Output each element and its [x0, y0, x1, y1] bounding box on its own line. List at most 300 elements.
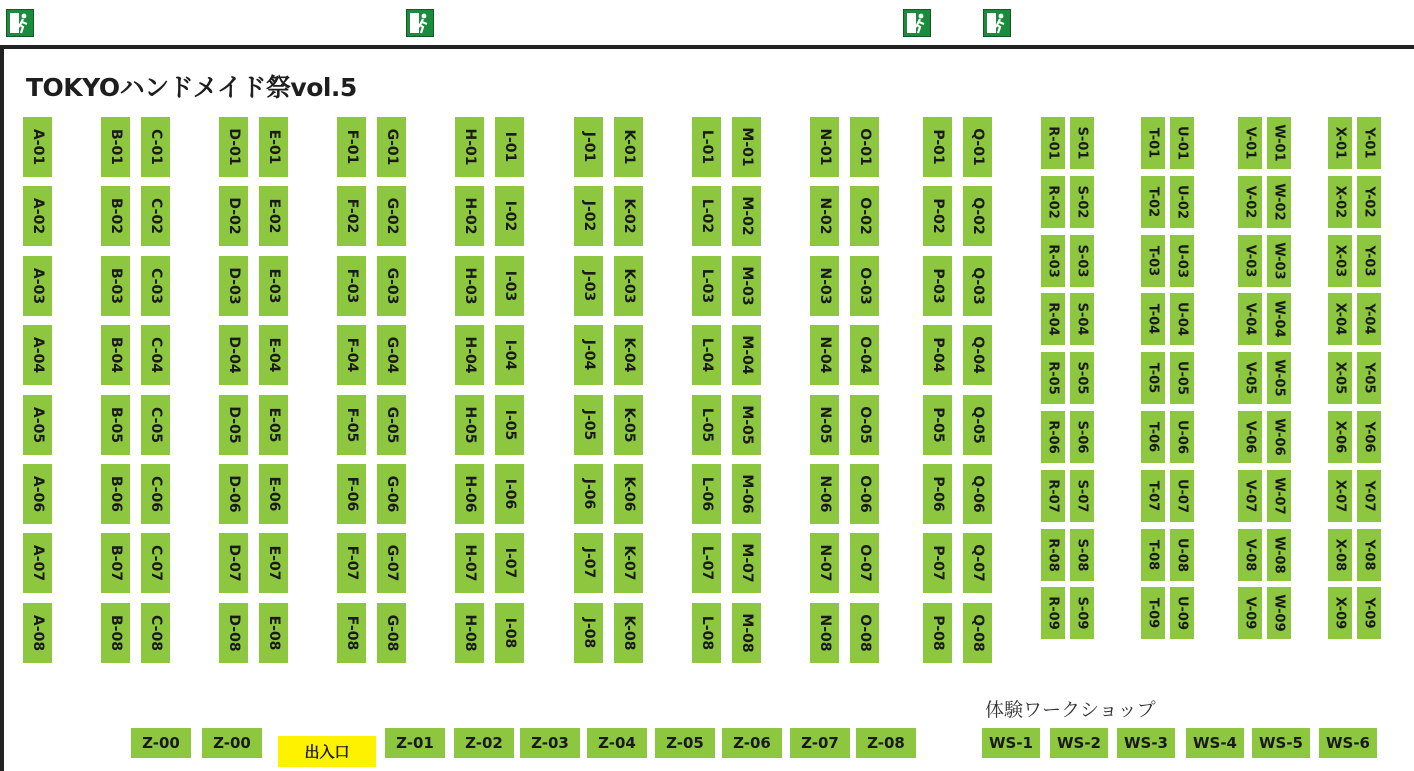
booth-label: J-08	[580, 617, 597, 649]
booth-y-01[interactable]	[1357, 117, 1381, 169]
booth-d-01[interactable]	[219, 117, 248, 177]
booth-q-07[interactable]	[963, 533, 992, 593]
booth-j-01[interactable]	[574, 117, 603, 177]
booth-r-05[interactable]	[1041, 352, 1065, 404]
booth-z-07[interactable]: Z-07	[790, 728, 850, 758]
booth-u-03[interactable]	[1170, 235, 1194, 287]
booth-label: L-07	[698, 546, 715, 581]
booth-v-05[interactable]	[1238, 352, 1262, 404]
booth-label: R-02	[1045, 185, 1061, 219]
booth-e-06[interactable]	[259, 464, 288, 524]
booth-label: J-03	[580, 270, 597, 302]
booth-label: L-01	[698, 129, 715, 165]
booth-m-04[interactable]	[732, 325, 761, 385]
booth-label: M-01	[738, 127, 755, 167]
booth-label: A-02	[29, 198, 46, 235]
booth-p-04[interactable]	[923, 325, 952, 385]
booth-c-06[interactable]	[141, 464, 170, 524]
booth-c-05[interactable]	[141, 395, 170, 455]
booth-p-07[interactable]	[923, 533, 952, 593]
booth-a-06[interactable]	[23, 464, 52, 524]
booth-label: T-06	[1145, 421, 1161, 453]
booth-label: I-04	[501, 339, 518, 371]
booth-a-04[interactable]	[23, 325, 52, 385]
booth-m-03[interactable]	[732, 256, 761, 316]
booth-label: F-08	[343, 615, 360, 651]
booth-o-07[interactable]	[850, 533, 879, 593]
booth-label: T-07	[1145, 480, 1161, 512]
booth-label: B-03	[107, 267, 124, 304]
booth-h-08[interactable]	[455, 603, 484, 663]
booth-x-03[interactable]	[1328, 235, 1352, 287]
booth-v-02[interactable]	[1238, 176, 1262, 228]
booth-t-08[interactable]	[1141, 529, 1165, 581]
booth-k-07[interactable]	[614, 533, 643, 593]
booth-j-04[interactable]	[574, 325, 603, 385]
booth-h-06[interactable]	[455, 464, 484, 524]
booth-m-01[interactable]	[732, 117, 761, 177]
booth-v-03[interactable]	[1238, 235, 1262, 287]
booth-r-06[interactable]	[1041, 411, 1065, 463]
booth-w-06[interactable]	[1267, 411, 1291, 463]
booth-f-01[interactable]	[337, 117, 366, 177]
booth-p-08[interactable]	[923, 603, 952, 663]
booth-q-03[interactable]	[963, 256, 992, 316]
booth-label: S-03	[1074, 244, 1090, 278]
booth-label: W-09	[1271, 594, 1287, 633]
booth-label: R-09	[1045, 596, 1061, 631]
booth-label: Y-07	[1361, 480, 1377, 512]
booth-r-09[interactable]	[1041, 587, 1065, 639]
booth-label: Y-01	[1361, 127, 1377, 159]
booth-e-07[interactable]	[259, 533, 288, 593]
booth-q-08[interactable]	[963, 603, 992, 663]
booth-h-05[interactable]	[455, 395, 484, 455]
booth-label: K-06	[620, 476, 637, 512]
booth-label: U-01	[1174, 125, 1190, 161]
booth-t-09[interactable]	[1141, 587, 1165, 639]
booth-i-03[interactable]	[495, 256, 524, 316]
booth-t-04[interactable]	[1141, 293, 1165, 345]
booth-o-08[interactable]	[850, 603, 879, 663]
booth-w-01[interactable]	[1267, 117, 1291, 169]
left-wall	[0, 45, 4, 771]
booth-label: C-03	[147, 267, 164, 304]
booth-x-02[interactable]	[1328, 176, 1352, 228]
booth-z-05[interactable]: Z-05	[655, 728, 715, 758]
booth-v-09[interactable]	[1238, 587, 1262, 639]
booth-r-04[interactable]	[1041, 293, 1065, 345]
booth-y-09[interactable]	[1357, 587, 1381, 639]
booth-k-05[interactable]	[614, 395, 643, 455]
booth-h-07[interactable]	[455, 533, 484, 593]
booth-d-04[interactable]	[219, 325, 248, 385]
booth-r-01[interactable]	[1041, 117, 1065, 169]
booth-s-09[interactable]	[1070, 587, 1094, 639]
booth-j-03[interactable]	[574, 256, 603, 316]
booth-label: T-04	[1145, 304, 1161, 335]
booth-n-07[interactable]	[810, 533, 839, 593]
booth-d-03[interactable]	[219, 256, 248, 316]
booth-label: M-07	[738, 543, 755, 584]
booth-g-08[interactable]	[377, 603, 406, 663]
booth-t-05[interactable]	[1141, 352, 1165, 404]
booth-h-01[interactable]	[455, 117, 484, 177]
booth-q-06[interactable]	[963, 464, 992, 524]
booth-h-04[interactable]	[455, 325, 484, 385]
booth-n-06[interactable]	[810, 464, 839, 524]
booth-label: H-01	[461, 128, 478, 166]
booth-s-04[interactable]	[1070, 293, 1094, 345]
booth-i-01[interactable]	[495, 117, 524, 177]
booth-m-08[interactable]	[732, 603, 761, 663]
booth-v-07[interactable]	[1238, 470, 1262, 522]
booth-q-02[interactable]	[963, 186, 992, 246]
booth-n-04[interactable]	[810, 325, 839, 385]
booth-o-04[interactable]	[850, 325, 879, 385]
booth-d-08[interactable]	[219, 603, 248, 663]
booth-label: E-06	[265, 476, 282, 512]
booth-w-07[interactable]	[1267, 470, 1291, 522]
booth-i-05[interactable]	[495, 395, 524, 455]
booth-x-09[interactable]	[1328, 587, 1352, 639]
booth-label: U-04	[1174, 302, 1190, 337]
booth-b-08[interactable]	[101, 603, 130, 663]
booth-v-06[interactable]	[1238, 411, 1262, 463]
booth-l-07[interactable]	[692, 533, 721, 593]
booth-e-05[interactable]	[259, 395, 288, 455]
booth-y-02[interactable]	[1357, 176, 1381, 228]
booth-label: O-03	[856, 267, 873, 305]
booth-d-02[interactable]	[219, 186, 248, 246]
booth-l-05[interactable]	[692, 395, 721, 455]
booth-e-03[interactable]	[259, 256, 288, 316]
booth-y-08[interactable]	[1357, 529, 1381, 581]
booth-j-05[interactable]	[574, 395, 603, 455]
booth-label: S-05	[1074, 361, 1090, 395]
booth-label: D-07	[225, 544, 242, 582]
booth-label: O-06	[856, 475, 873, 513]
booth-p-05[interactable]	[923, 395, 952, 455]
booth-q-04[interactable]	[963, 325, 992, 385]
booth-c-03[interactable]	[141, 256, 170, 316]
booth-c-02[interactable]	[141, 186, 170, 246]
booth-label: R-01	[1045, 126, 1061, 160]
booth-n-05[interactable]	[810, 395, 839, 455]
booth-label: N-03	[816, 267, 833, 305]
booth-label: E-08	[265, 615, 282, 651]
booth-c-08[interactable]	[141, 603, 170, 663]
booth-a-02[interactable]	[23, 186, 52, 246]
booth-label: T-01	[1145, 127, 1161, 159]
booth-label: X-09	[1332, 597, 1348, 630]
booth-x-07[interactable]	[1328, 470, 1352, 522]
booth-u-01[interactable]	[1170, 117, 1194, 169]
booth-y-06[interactable]	[1357, 411, 1381, 463]
booth-x-05[interactable]	[1328, 352, 1352, 404]
booth-h-02[interactable]	[455, 186, 484, 246]
booth-v-01[interactable]	[1238, 117, 1262, 169]
booth-f-08[interactable]	[337, 603, 366, 663]
booth-label: T-09	[1145, 598, 1161, 629]
booth-s-03[interactable]	[1070, 235, 1094, 287]
booth-y-07[interactable]	[1357, 470, 1381, 522]
booth-g-02[interactable]	[377, 186, 406, 246]
booth-m-05[interactable]	[732, 395, 761, 455]
booth-p-01[interactable]	[923, 117, 952, 177]
booth-z-04[interactable]: Z-04	[587, 728, 647, 758]
booth-n-01[interactable]	[810, 117, 839, 177]
booth-b-04[interactable]	[101, 325, 130, 385]
booth-g-05[interactable]	[377, 395, 406, 455]
booth-a-03[interactable]	[23, 256, 52, 316]
booth-label: E-07	[265, 545, 282, 581]
booth-g-04[interactable]	[377, 325, 406, 385]
booth-k-06[interactable]	[614, 464, 643, 524]
booth-l-02[interactable]	[692, 186, 721, 246]
booth-label: S-09	[1074, 596, 1090, 630]
booth-z-08[interactable]: Z-08	[856, 728, 916, 758]
booth-a-07[interactable]	[23, 533, 52, 593]
booth-label: X-02	[1332, 185, 1348, 219]
booth-w-08[interactable]	[1267, 529, 1291, 581]
booth-o-06[interactable]	[850, 464, 879, 524]
booth-y-04[interactable]	[1357, 293, 1381, 345]
workshop-booth-5[interactable]: WS-5	[1252, 728, 1310, 758]
booth-label: K-08	[620, 615, 637, 651]
booth-g-07[interactable]	[377, 533, 406, 593]
booth-label: S-06	[1074, 420, 1090, 454]
booth-z-03[interactable]: Z-03	[520, 728, 580, 758]
booth-k-08[interactable]	[614, 603, 643, 663]
booth-label: V-04	[1242, 303, 1258, 336]
booth-label: V-01	[1242, 126, 1258, 160]
booth-t-06[interactable]	[1141, 411, 1165, 463]
workshop-label: 体験ワークショップ	[985, 699, 1156, 721]
booth-label: C-04	[147, 337, 164, 374]
booth-a-08[interactable]	[23, 603, 52, 663]
booth-w-04[interactable]	[1267, 293, 1291, 345]
booth-o-05[interactable]	[850, 395, 879, 455]
booth-w-05[interactable]	[1267, 352, 1291, 404]
booth-f-05[interactable]	[337, 395, 366, 455]
booth-label: Y-03	[1361, 245, 1377, 277]
booth-m-07[interactable]	[732, 533, 761, 593]
booth-f-03[interactable]	[337, 256, 366, 316]
booth-f-02[interactable]	[337, 186, 366, 246]
booth-label: G-05	[383, 406, 400, 443]
booth-l-04[interactable]	[692, 325, 721, 385]
booth-w-02[interactable]	[1267, 176, 1291, 228]
booth-z-00[interactable]: Z-00	[131, 728, 191, 758]
booth-x-06[interactable]	[1328, 411, 1352, 463]
booth-s-02[interactable]	[1070, 176, 1094, 228]
booth-label: D-03	[225, 267, 242, 305]
booth-d-07[interactable]	[219, 533, 248, 593]
entrance-label: 出入口	[278, 736, 376, 767]
booth-s-07[interactable]	[1070, 470, 1094, 522]
booth-label: C-02	[147, 198, 164, 235]
booth-label: H-05	[461, 406, 478, 444]
booth-p-06[interactable]	[923, 464, 952, 524]
booth-a-01[interactable]	[23, 117, 52, 177]
booth-c-07[interactable]	[141, 533, 170, 593]
booth-d-06[interactable]	[219, 464, 248, 524]
booth-i-08[interactable]	[495, 603, 524, 663]
booth-label: D-01	[225, 128, 242, 166]
booth-label: B-04	[107, 337, 124, 374]
booth-u-05[interactable]	[1170, 352, 1194, 404]
booth-s-01[interactable]	[1070, 117, 1094, 169]
booth-u-08[interactable]	[1170, 529, 1194, 581]
booth-label: P-01	[929, 129, 946, 165]
booth-m-02[interactable]	[732, 186, 761, 246]
booth-e-04[interactable]	[259, 325, 288, 385]
booth-u-06[interactable]	[1170, 411, 1194, 463]
booth-g-06[interactable]	[377, 464, 406, 524]
booth-i-07[interactable]	[495, 533, 524, 593]
booth-z-06[interactable]: Z-06	[722, 728, 782, 758]
booth-label: E-04	[265, 337, 282, 373]
booth-e-08[interactable]	[259, 603, 288, 663]
booth-j-06[interactable]	[574, 464, 603, 524]
booth-s-05[interactable]	[1070, 352, 1094, 404]
booth-b-01[interactable]	[101, 117, 130, 177]
booth-u-07[interactable]	[1170, 470, 1194, 522]
booth-v-04[interactable]	[1238, 293, 1262, 345]
booth-t-03[interactable]	[1141, 235, 1165, 287]
booth-p-02[interactable]	[923, 186, 952, 246]
booth-label: R-05	[1045, 361, 1061, 395]
booth-x-08[interactable]	[1328, 529, 1352, 581]
booth-z-02[interactable]: Z-02	[454, 728, 514, 758]
booth-x-04[interactable]	[1328, 293, 1352, 345]
workshop-booth-2[interactable]: WS-2	[1050, 728, 1108, 758]
booth-q-01[interactable]	[963, 117, 992, 177]
booth-c-01[interactable]	[141, 117, 170, 177]
booth-x-01[interactable]	[1328, 117, 1352, 169]
booth-label: I-03	[501, 270, 518, 302]
booth-label: Q-05	[969, 405, 986, 444]
booth-b-02[interactable]	[101, 186, 130, 246]
booth-t-01[interactable]	[1141, 117, 1165, 169]
workshop-booth-1[interactable]: WS-1	[982, 728, 1040, 758]
workshop-booth-4[interactable]: WS-4	[1186, 728, 1244, 758]
booth-c-04[interactable]	[141, 325, 170, 385]
booth-s-06[interactable]	[1070, 411, 1094, 463]
booth-label: S-04	[1074, 302, 1090, 336]
booth-n-08[interactable]	[810, 603, 839, 663]
booth-k-03[interactable]	[614, 256, 643, 316]
booth-l-08[interactable]	[692, 603, 721, 663]
booth-n-03[interactable]	[810, 256, 839, 316]
booth-g-03[interactable]	[377, 256, 406, 316]
booth-label: K-07	[620, 545, 637, 581]
booth-a-05[interactable]	[23, 395, 52, 455]
booth-w-03[interactable]	[1267, 235, 1291, 287]
booth-e-01[interactable]	[259, 117, 288, 177]
booth-n-02[interactable]	[810, 186, 839, 246]
booth-label: Q-02	[969, 197, 986, 236]
booth-u-04[interactable]	[1170, 293, 1194, 345]
booth-t-02[interactable]	[1141, 176, 1165, 228]
booth-i-04[interactable]	[495, 325, 524, 385]
booth-f-06[interactable]	[337, 464, 366, 524]
booth-l-03[interactable]	[692, 256, 721, 316]
booth-label: D-08	[225, 614, 242, 652]
booth-label: J-02	[580, 201, 597, 232]
booth-s-08[interactable]	[1070, 529, 1094, 581]
booth-t-07[interactable]	[1141, 470, 1165, 522]
booth-j-02[interactable]	[574, 186, 603, 246]
booth-r-08[interactable]	[1041, 529, 1065, 581]
booth-m-06[interactable]	[732, 464, 761, 524]
booth-y-03[interactable]	[1357, 235, 1381, 287]
booth-z-01[interactable]: Z-01	[385, 728, 445, 758]
booth-p-03[interactable]	[923, 256, 952, 316]
booth-k-04[interactable]	[614, 325, 643, 385]
booth-f-04[interactable]	[337, 325, 366, 385]
booth-k-02[interactable]	[614, 186, 643, 246]
booth-y-05[interactable]	[1357, 352, 1381, 404]
booth-o-01[interactable]	[850, 117, 879, 177]
booth-label: Q-03	[969, 267, 986, 305]
booth-e-02[interactable]	[259, 186, 288, 246]
booth-h-03[interactable]	[455, 256, 484, 316]
booth-b-05[interactable]	[101, 395, 130, 455]
workshop-booth-3[interactable]: WS-3	[1117, 728, 1175, 758]
booth-label: F-05	[343, 407, 360, 442]
booth-label: L-06	[698, 476, 715, 512]
booth-o-03[interactable]	[850, 256, 879, 316]
booth-label: L-04	[698, 338, 715, 373]
booth-l-01[interactable]	[692, 117, 721, 177]
booth-b-03[interactable]	[101, 256, 130, 316]
booth-i-06[interactable]	[495, 464, 524, 524]
booth-j-08[interactable]	[574, 603, 603, 663]
booth-v-08[interactable]	[1238, 529, 1262, 581]
booth-f-07[interactable]	[337, 533, 366, 593]
booth-w-09[interactable]	[1267, 587, 1291, 639]
booth-j-07[interactable]	[574, 533, 603, 593]
booth-l-06[interactable]	[692, 464, 721, 524]
booth-label: B-08	[107, 614, 124, 651]
booth-u-09[interactable]	[1170, 587, 1194, 639]
booth-label: I-07	[501, 548, 518, 579]
booth-label: I-08	[501, 617, 518, 649]
booth-i-02[interactable]	[495, 186, 524, 246]
booth-r-03[interactable]	[1041, 235, 1065, 287]
booth-label: X-01	[1332, 126, 1348, 160]
booth-label: E-03	[265, 268, 282, 304]
booth-b-06[interactable]	[101, 464, 130, 524]
booth-label: L-02	[698, 199, 715, 234]
booth-label: A-06	[29, 475, 46, 513]
booth-g-01[interactable]	[377, 117, 406, 177]
booth-r-02[interactable]	[1041, 176, 1065, 228]
booth-label: F-06	[343, 476, 360, 512]
booth-b-07[interactable]	[101, 533, 130, 593]
workshop-booth-6[interactable]: WS-6	[1319, 728, 1377, 758]
booth-q-05[interactable]	[963, 395, 992, 455]
booth-d-05[interactable]	[219, 395, 248, 455]
booth-z-00[interactable]: Z-00	[202, 728, 262, 758]
booth-label: T-08	[1145, 539, 1161, 570]
booth-r-07[interactable]	[1041, 470, 1065, 522]
booth-o-02[interactable]	[850, 186, 879, 246]
booth-k-01[interactable]	[614, 117, 643, 177]
booth-u-02[interactable]	[1170, 176, 1194, 228]
